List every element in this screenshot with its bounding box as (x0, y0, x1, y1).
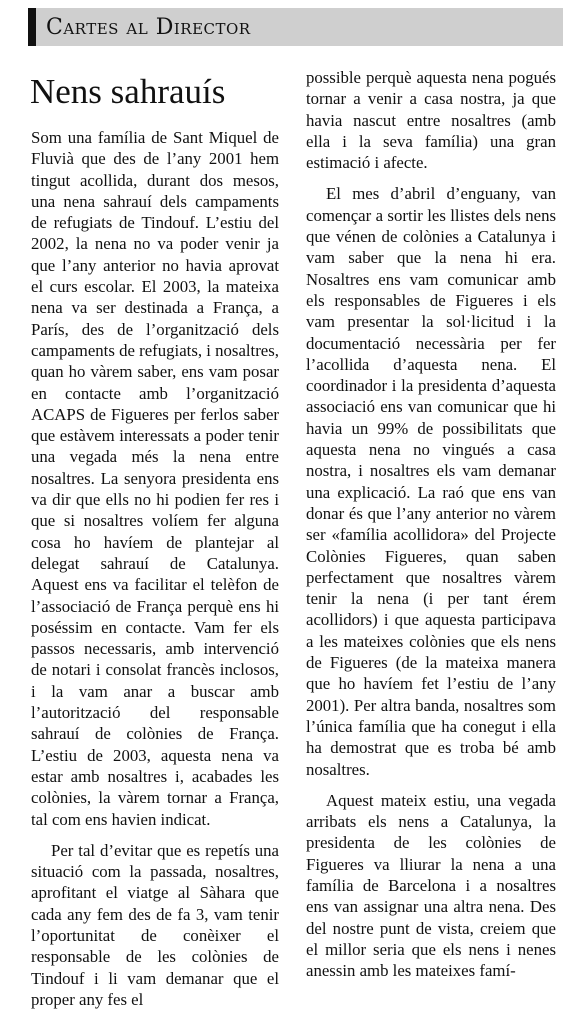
section-title: Cartes al Director (46, 15, 251, 40)
paragraph: possible perquè aquesta nena pogués tornar a venir a casa nostra, ja que havia nascut entre nosaltres (amb ella i la seva família) una gran estimació i afecte. (306, 68, 556, 173)
section-header (28, 8, 563, 46)
paragraph: Aquest mateix estiu, una vegada arribats els nens a Catalunya, la presidenta de les colònies de Figueres va lliurar la nena a una família de Barcelona i a nosaltres ens van assignar una altra nena. Des del nostre punt de vista, creiem que el millor seria que els nens i nenes anessin amb les mateixes famí- (306, 790, 556, 981)
paragraph: El mes d’abril d’enguany, van començar a sortir les llistes dels nens que vénen de colònies a Catalunya i vam saber que la nena hi era. Nosaltres ens vam comunicar amb els responsables de Figueres i els vam presentar la sol·licitud i la documentació necessària per fer l’acollida d’aquesta nena. El coordinador i la presidenta d’aquesta associació ens van comunicar que hi havia un 99% de possibilitats que aquesta nena no vingués a casa nostra, i nosaltres els vam demanar una explicació. La raó que ens van donar és que l’any anterior no vàrem ser «família acollidora» del Projecte Colònies Figueres, quan saben perfectament que nosaltres vàrem tenir la nena (i per tant érem acollidors) i que aquesta participava a les mateixes colònies que els nens de Figueres (de la mateixa manera que ho havíem fet l’estiu de l’any 2001). Per altra banda, nosaltres som l’única família que ha conegut i ella ha demostrat que es troba bé amb nosaltres. (306, 184, 556, 779)
header-accent-bar (28, 8, 36, 46)
paragraph: Per tal d’evitar que es repetís una situació com la passada, nosaltres, aprofitant el viatge al Sàhara que cada any fem des de fa 3, vam tenir l’oportunitat de conèixer el responsable de les colònies de Tindouf i li vam demanar que el proper any fes el (31, 840, 279, 1009)
article-column-1 (31, 127, 279, 1010)
paragraph: Som una família de Sant Miquel de Fluvià que des de l’any 2001 hem tingut acollida, durant dos mesos, una nena sahrauí dels campaments de refugiats de Tindouf. L’estiu del 2002, la nena no va poder venir ja que l’any anterior no havia aprovat el curs escolar. El 2003, la mateixa nena va ser destinada a França, a París, des de l’organització dels campaments de refugiats, i nosaltres, quan ho vàrem saber, ens vam posar en contacte amb l’organització ACAPS de Figueres per ferlos saber que estàvem interessats a poder tenir una vegada més la nena entre nosaltres. La senyora presidenta ens va dir que ells no hi podien fer res i que si nosaltres volíem fer alguna cosa ho havíem de plantejar al delegat sahrauí de Catalunya. Aquest ens va facilitar el telèfon de l’associació de França perquè ens hi poséssim en contacte. Vam fer els passos necessaris, amb intervenció de notari i consolat francès inclosos, i la vam anar a buscar amb l’autorització del responsable sahrauí de colònies de França. L’estiu de 2003, aquesta nena va estar amb nosaltres i, acabades les colònies, la vàrem tornar a França, tal com ens havien indicat. (31, 128, 279, 829)
article-headline: Nens sahrauís (30, 72, 226, 111)
article-column-2 (306, 67, 556, 981)
